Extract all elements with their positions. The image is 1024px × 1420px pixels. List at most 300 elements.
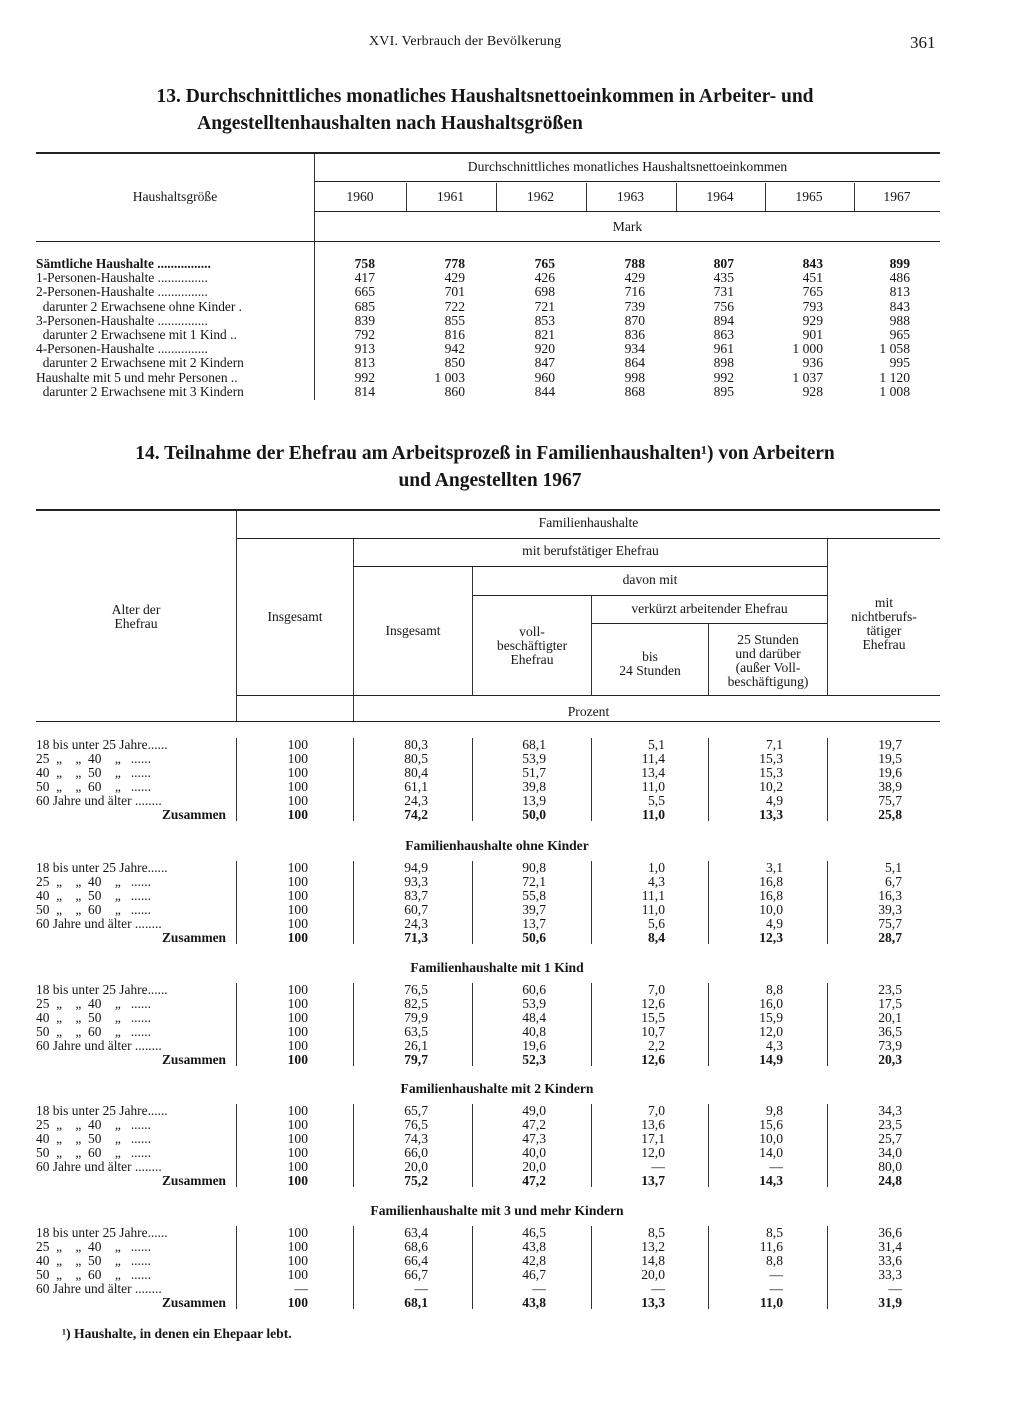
table13-cell: 895 (713, 383, 734, 399)
table14-row-label: 50 „ „ 60 „ ...... (36, 1144, 151, 1160)
table14-column-rule (591, 1104, 592, 1187)
table14-cell: 34,0 (878, 1144, 902, 1160)
table14-rule-familien (237, 538, 940, 539)
table14-section-title: Familienhaushalte mit 2 Kindern (400, 1081, 594, 1096)
table13-spanner: Durchschnittliches monatliches Haushaltsnettoeinkommen (467, 159, 788, 174)
table14-cell: 66,7 (404, 1266, 428, 1282)
table13-cell: 793 (802, 298, 823, 314)
table14-cell: 38,9 (878, 778, 902, 794)
table13-cell: 929 (802, 312, 823, 328)
table14-cell: 100 (287, 1294, 308, 1310)
table14-cell: 68,6 (404, 1238, 428, 1254)
table14-cell: 15,9 (759, 1009, 783, 1025)
table14-column-rule (827, 738, 828, 821)
table14-row-label: 60 Jahre und älter ........ (36, 1280, 162, 1296)
table14-column-rule (353, 1226, 354, 1309)
table14-cell: 8,8 (766, 982, 783, 997)
table14-column-rule (353, 983, 354, 1066)
table14-cell: 19,5 (878, 750, 902, 766)
table13-cell: 731 (713, 284, 734, 300)
table13-cell: 451 (802, 270, 823, 286)
table14-cell: 10,7 (641, 1023, 665, 1039)
table14-unit: Prozent (567, 704, 610, 719)
table13-cell: 998 (624, 369, 645, 385)
table14-column-rule (472, 1104, 473, 1187)
table14-header-davon-mit: davon mit (622, 572, 678, 587)
table13-cell: 960 (534, 369, 555, 385)
table14-cell: 14,3 (759, 1172, 783, 1188)
table14-cell: 16,8 (759, 887, 783, 903)
table14-row-label: 18 bis unter 25 Jahre...... (36, 1225, 168, 1240)
table13-cell: 778 (444, 256, 465, 271)
table13-unit: Mark (612, 219, 643, 234)
table14-cell: 8,8 (766, 1252, 783, 1268)
table14-column-rule (591, 1226, 592, 1309)
table14-cell: 26,1 (404, 1037, 428, 1053)
table14-cell: 100 (287, 915, 308, 931)
table14-cell: 72,1 (522, 873, 546, 889)
table14-cell: 50,6 (522, 929, 546, 945)
table13-row-label: darunter 2 Erwachsene mit 1 Kind .. (36, 327, 237, 342)
table13-cell: 844 (534, 383, 555, 399)
table14-cell: 20,1 (878, 1009, 902, 1025)
table14-cell: 33,6 (878, 1252, 902, 1268)
table14-cell: 13,9 (522, 792, 546, 808)
table14-row-label: 50 „ „ 60 „ ...... (36, 778, 151, 794)
table14-cell: 46,5 (522, 1225, 546, 1240)
table14-cell: 15,3 (759, 750, 783, 766)
table14-cell: 15,5 (641, 1009, 665, 1025)
table13-cell: 807 (713, 256, 734, 271)
table14-cell: 8,5 (648, 1225, 665, 1240)
table14-cell: 53,9 (522, 995, 546, 1011)
table14-cell: 100 (287, 1144, 308, 1160)
table14-cell: 83,7 (404, 887, 428, 903)
table14-row-label: 40 „ „ 50 „ ...... (36, 1252, 151, 1268)
table13-cell: 853 (534, 312, 555, 328)
table14-cell: 12,0 (759, 1023, 783, 1039)
table14-cell: — (532, 1280, 546, 1296)
table14-cell: 100 (287, 764, 308, 780)
table14-row-label: Zusammen (162, 1172, 226, 1188)
table14-cell: 19,7 (878, 737, 902, 752)
table14-row-label: 50 „ „ 60 „ ...... (36, 1266, 151, 1282)
table13-year-divider (765, 183, 766, 211)
table14-cell: 28,7 (878, 929, 902, 945)
table14-row-label: 40 „ „ 50 „ ...... (36, 764, 151, 780)
table14-cell: 11,6 (759, 1238, 783, 1254)
table13-year-1961: 1961 (436, 189, 465, 204)
running-head-title: XVI. Verbrauch der Bevölkerung (369, 34, 562, 49)
table14-cell: 10,2 (759, 778, 783, 794)
table13-cell: 836 (624, 327, 645, 342)
table13-top-rule (36, 152, 940, 154)
table14-cell: 100 (287, 1116, 308, 1132)
table14-cell: 100 (287, 995, 308, 1011)
table14-cell: 25,8 (878, 806, 902, 822)
table13-cell: 665 (354, 284, 375, 300)
table14-row-label: Zusammen (162, 806, 226, 822)
table14-cell: 55,8 (522, 887, 546, 903)
table14-cell: 23,5 (878, 1116, 902, 1132)
table14-cell: 100 (287, 1023, 308, 1039)
table14-column-rule (827, 861, 828, 944)
table14-cell: 15,6 (759, 1116, 783, 1132)
table14-column-rule (827, 1226, 828, 1309)
table13-cell: 898 (713, 355, 734, 371)
table14-column-rule (236, 1104, 237, 1187)
table13-cell: 843 (889, 298, 910, 314)
table14-cell: 3,1 (766, 860, 783, 875)
table13-cell: 992 (354, 369, 375, 385)
table13-cell: 821 (534, 327, 555, 342)
table14-section-title: Familienhaushalte ohne Kinder (405, 838, 589, 853)
table14-cell: 13,3 (641, 1294, 665, 1310)
table14-header-familienhaushalte: Familienhaushalte (538, 515, 639, 530)
table14-column-rule (708, 738, 709, 821)
table14-cell: 49,0 (522, 1103, 546, 1118)
table14-cell: 100 (287, 1266, 308, 1282)
table14-cell: 100 (287, 778, 308, 794)
table14-cell: 20,3 (878, 1051, 902, 1067)
table14-cell: 24,3 (404, 792, 428, 808)
table13-row-label: 4-Personen-Haushalte ............... (36, 341, 208, 357)
table14-cell: 11,4 (641, 750, 665, 766)
table14-cell: 43,8 (522, 1238, 546, 1254)
table14-cell: 100 (287, 901, 308, 917)
table13-cell: 426 (534, 270, 555, 286)
table13-cell: 934 (624, 341, 645, 357)
table14-header-nicht-berufstaetig: mit nichtberufs- tätiger Ehefrau (851, 595, 917, 652)
table13-cell: 417 (354, 270, 375, 286)
table13-cell: 870 (624, 312, 645, 328)
page-number: 361 (910, 33, 936, 52)
table13-cell: 864 (624, 355, 645, 371)
table14-cell: 100 (287, 1037, 308, 1053)
table14-cell: 73,9 (878, 1037, 902, 1053)
table13-row-label: Haushalte mit 5 und mehr Personen .. (36, 369, 238, 385)
running-head (0, 34, 1024, 54)
table14-cell: 79,7 (404, 1051, 428, 1067)
table14-column-rule (591, 983, 592, 1066)
table13-cell: 913 (354, 341, 375, 357)
table14-cell: 10,0 (759, 1130, 783, 1146)
table14-cell: 60,6 (522, 982, 546, 997)
table14-cell: 76,5 (404, 982, 428, 997)
table14-cell: 19,6 (878, 764, 902, 780)
table14-row-label: 25 „ „ 40 „ ...... (36, 750, 151, 766)
table14-row-label: 40 „ „ 50 „ ...... (36, 1130, 151, 1146)
table13-cell: 936 (802, 355, 823, 371)
table13-cell: 756 (713, 298, 734, 314)
table13-cell: 816 (444, 327, 465, 342)
table13-cell: 722 (444, 298, 465, 314)
table14-cell: — (769, 1280, 783, 1296)
table14-cell: 93,3 (404, 873, 428, 889)
table14-cell: 100 (287, 792, 308, 808)
table14-cell: 80,0 (878, 1158, 902, 1174)
table14-header-vollbeschaeftigt: voll- beschäftigter Ehefrau (496, 624, 568, 667)
table13-year-1960: 1960 (346, 189, 374, 204)
table14-cell: 13,7 (641, 1172, 665, 1188)
table14-row-label: 40 „ „ 50 „ ...... (36, 1009, 151, 1025)
table14-cell: 75,2 (404, 1172, 428, 1188)
table14-cell: 19,6 (522, 1037, 546, 1053)
table14-column-rule (353, 738, 354, 821)
table14-cell: 12,3 (759, 929, 783, 945)
table14-cell: 75,7 (878, 915, 902, 931)
table14-cell: 79,9 (404, 1009, 428, 1025)
table13-cell: 850 (444, 355, 465, 371)
table14-column-rule (591, 738, 592, 821)
table14-column-rule (708, 861, 709, 944)
table14-title-line1: 14. Teilnahme der Ehefrau am Arbeitsprozeß in Familienhaushalten¹) von Arbeitern (135, 443, 835, 464)
table13-cell: 868 (624, 383, 645, 399)
table14-row-label: 60 Jahre und älter ........ (36, 1158, 162, 1174)
table14-cell: — (294, 1280, 308, 1296)
table13-row-label: 3-Personen-Haushalte ............... (36, 312, 208, 328)
table14-cell: 20,0 (404, 1158, 428, 1174)
table14-row-label: 40 „ „ 50 „ ...... (36, 887, 151, 903)
table14-cell: 76,5 (404, 1116, 428, 1132)
table13-cell: 813 (889, 284, 910, 300)
table14-row-label: 18 bis unter 25 Jahre...... (36, 737, 168, 752)
table14-cell: 100 (287, 1252, 308, 1268)
table14-cell: 100 (287, 982, 308, 997)
table14-column-rule (472, 738, 473, 821)
table14-cell: 74,2 (404, 806, 428, 822)
table14-stub-header: Alter der Ehefrau (111, 602, 161, 631)
table14-row-label: 60 Jahre und älter ........ (36, 1037, 162, 1053)
table14-cell: 65,7 (404, 1103, 428, 1118)
table14-header-rule (36, 721, 940, 722)
table14-cell: 40,8 (522, 1023, 546, 1039)
table14-row-label: 25 „ „ 40 „ ...... (36, 995, 151, 1011)
table13 (36, 152, 940, 402)
table14-cell: 7,1 (766, 737, 783, 752)
table13-cell: 992 (713, 369, 734, 385)
table14-cell: 33,3 (878, 1266, 902, 1282)
table13-year-1965: 1965 (795, 189, 823, 204)
table13-title-line2: Angestelltenhaushalten nach Haushaltsgrößen (197, 113, 583, 134)
table14-row-label: 18 bis unter 25 Jahre...... (36, 860, 168, 875)
table14-cell: 75,7 (878, 792, 902, 808)
table13-row-label: Sämtliche Haushalte ................ (36, 256, 211, 271)
table14-row-label: 50 „ „ 60 „ ...... (36, 1023, 151, 1039)
table14-cell: 47,3 (522, 1130, 546, 1146)
table13-cell: 860 (444, 383, 465, 399)
table14-cell: 66,4 (404, 1252, 428, 1268)
table14-cell: 100 (287, 1130, 308, 1146)
table14-cell: 13,4 (641, 764, 665, 780)
table13-cell: 758 (354, 256, 375, 271)
table14-column-rule (827, 983, 828, 1066)
table14-row-label: Zusammen (162, 929, 226, 945)
table14-cell: 12,6 (641, 995, 665, 1011)
table14-cell: 11,0 (641, 778, 665, 794)
table14-cell: 12,0 (641, 1144, 665, 1160)
table14-cell: 82,5 (404, 995, 428, 1011)
table14-cell: 31,9 (878, 1294, 902, 1310)
table14-cell: 100 (287, 887, 308, 903)
table14-column-rule (236, 861, 237, 944)
table14-column-rule (353, 861, 354, 944)
table14-cell: — (651, 1280, 665, 1296)
table14-title-line2: und Angestellten 1967 (398, 470, 582, 491)
table14-cell: 5,5 (648, 792, 665, 808)
table13-cell: 843 (802, 256, 823, 271)
table14-cell: 4,3 (766, 1037, 783, 1053)
table14-cell: 90,8 (522, 860, 546, 875)
table14-cell: 100 (287, 860, 308, 875)
table14-cell: 4,3 (648, 873, 665, 889)
table14-cell: 100 (287, 1009, 308, 1025)
table14-row-label: 25 „ „ 40 „ ...... (36, 873, 151, 889)
table14-cell: 63,4 (404, 1225, 428, 1240)
table13-cell: 701 (444, 284, 465, 300)
table13-cell: 792 (354, 327, 375, 342)
table14-cell: 43,8 (522, 1294, 546, 1310)
table14-rule-unit (237, 695, 940, 696)
table14-column-rule (591, 861, 592, 944)
table14-header-berufstaetig: mit berufstätiger Ehefrau (522, 543, 659, 558)
table14-cell: 7,0 (648, 982, 665, 997)
table14-cell: 39,3 (878, 901, 902, 917)
table14-section-title: Familienhaushalte mit 1 Kind (410, 960, 584, 975)
table14-cell: 23,5 (878, 982, 902, 997)
table14-cell: 50,0 (522, 806, 546, 822)
table14-row-label: 50 „ „ 60 „ ...... (36, 901, 151, 917)
table13-cell: 928 (802, 383, 823, 399)
table14-cell: 100 (287, 1238, 308, 1254)
table14-column-rule (708, 1226, 709, 1309)
table14-cell: 66,0 (404, 1144, 428, 1160)
table14-cell: 16,0 (759, 995, 783, 1011)
table13-year-divider (676, 183, 677, 211)
table14-cell: 61,1 (404, 778, 428, 794)
table14-cell: — (888, 1280, 902, 1296)
table13-cell: 1 037 (792, 369, 823, 385)
table14-cell: 13,7 (522, 915, 546, 931)
table14-row-label: 25 „ „ 40 „ ...... (36, 1238, 151, 1254)
table14-cell: 31,4 (878, 1238, 902, 1254)
table14-cell: 94,9 (404, 860, 428, 875)
table13-row-label: 1-Personen-Haushalte ............... (36, 270, 208, 286)
table13-cell: 435 (713, 270, 734, 286)
table14-cell: 8,5 (766, 1225, 783, 1240)
table14-header-verkuerzt: verkürzt arbeitender Ehefrau (631, 601, 788, 616)
table14-top-rule (36, 509, 940, 511)
table13-cell: 765 (534, 256, 555, 271)
table14-row-label: 18 bis unter 25 Jahre...... (36, 982, 168, 997)
table13-cell: 1 003 (434, 369, 465, 385)
table13-year-divider (496, 183, 497, 211)
table13-cell: 429 (444, 270, 465, 286)
table14-column-rule (472, 1226, 473, 1309)
table13-year-divider (586, 183, 587, 211)
table14-cell: 47,2 (522, 1172, 546, 1188)
table14-cell: 20,0 (641, 1266, 665, 1282)
table13-cell: 788 (624, 256, 645, 271)
table14-cell: 100 (287, 1225, 308, 1240)
table14-cell: 47,2 (522, 1116, 546, 1132)
table13-cell: 942 (444, 341, 465, 357)
table14-cell: 16,8 (759, 873, 783, 889)
table13-cell: 855 (444, 312, 465, 328)
table14-row-label: 25 „ „ 40 „ ...... (36, 1116, 151, 1132)
table14-cell: 6,7 (885, 873, 902, 889)
table14-cell: 4,9 (766, 915, 783, 931)
table14-header-ab25: 25 Stunden und darüber (außer Voll- beschäftigung) (727, 632, 809, 689)
table14-cell: 34,3 (878, 1103, 902, 1118)
table13-cell: 1 120 (879, 369, 910, 385)
table13-stub-header: Haushaltsgröße (132, 189, 218, 204)
table14-cell: 7,0 (648, 1103, 665, 1118)
table13-header-rule (36, 241, 940, 242)
table14-cell: 10,0 (759, 901, 783, 917)
table14-cell: 13,6 (641, 1116, 665, 1132)
table14-cell: 48,4 (522, 1009, 546, 1025)
table14-cell: 14,0 (759, 1144, 783, 1160)
table13-cell: 765 (802, 284, 823, 300)
table13-year-1962: 1962 (526, 189, 555, 204)
table13-year-divider (854, 183, 855, 211)
table14-column-rule (353, 1104, 354, 1187)
table14-row-label: Zusammen (162, 1051, 226, 1067)
table14-rule-berufs (354, 566, 827, 567)
table13-cell: 1 008 (879, 383, 910, 399)
table13-cell: 894 (713, 312, 734, 328)
table14-cell: 52,3 (522, 1051, 546, 1067)
table14-section-title: Familienhaushalte mit 3 und mehr Kindern (370, 1203, 624, 1218)
table14-cell: 5,6 (648, 915, 665, 931)
table14 (36, 509, 940, 1324)
table14-cell: 60,7 (404, 901, 428, 917)
table13-row-label: darunter 2 Erwachsene mit 2 Kindern (36, 355, 244, 371)
table14-cell: 1,0 (648, 860, 665, 875)
table14-column-rule (236, 738, 237, 821)
table14-cell: 53,9 (522, 750, 546, 766)
table13-year-1963: 1963 (616, 189, 645, 204)
table14-cell: 51,7 (522, 764, 546, 780)
table14-column-rule (708, 1104, 709, 1187)
table14-cell: 100 (287, 1103, 308, 1118)
table13-year-1964: 1964 (706, 189, 734, 204)
table13-row-label: 2-Personen-Haushalte ............... (36, 284, 208, 300)
table13-cell: 965 (889, 327, 910, 342)
table14-cell: 24,8 (878, 1172, 902, 1188)
table14-cell: 100 (287, 1158, 308, 1174)
table14-cell: 24,3 (404, 915, 428, 931)
table14-cell: 5,1 (648, 737, 665, 752)
table14-cell: 12,6 (641, 1051, 665, 1067)
table14-cell: 63,5 (404, 1023, 428, 1039)
table14-header-insgesamt: Insgesamt (267, 609, 323, 624)
table14-cell: — (651, 1158, 665, 1174)
table14-column-rule (708, 983, 709, 1066)
table13-cell: 685 (354, 298, 375, 314)
table14-cell: 14,9 (759, 1051, 783, 1067)
table14-column-rule (236, 983, 237, 1066)
table13-cell: 988 (889, 312, 910, 328)
table13-cell: 961 (713, 341, 734, 357)
table14-cell: 100 (287, 806, 308, 822)
table14-cell: 2,2 (648, 1037, 665, 1053)
table14-cell: 9,8 (766, 1103, 783, 1118)
table14-cell: 11,0 (641, 901, 665, 917)
table14-cell: 100 (287, 1051, 308, 1067)
table14-cell: 16,3 (878, 887, 902, 903)
